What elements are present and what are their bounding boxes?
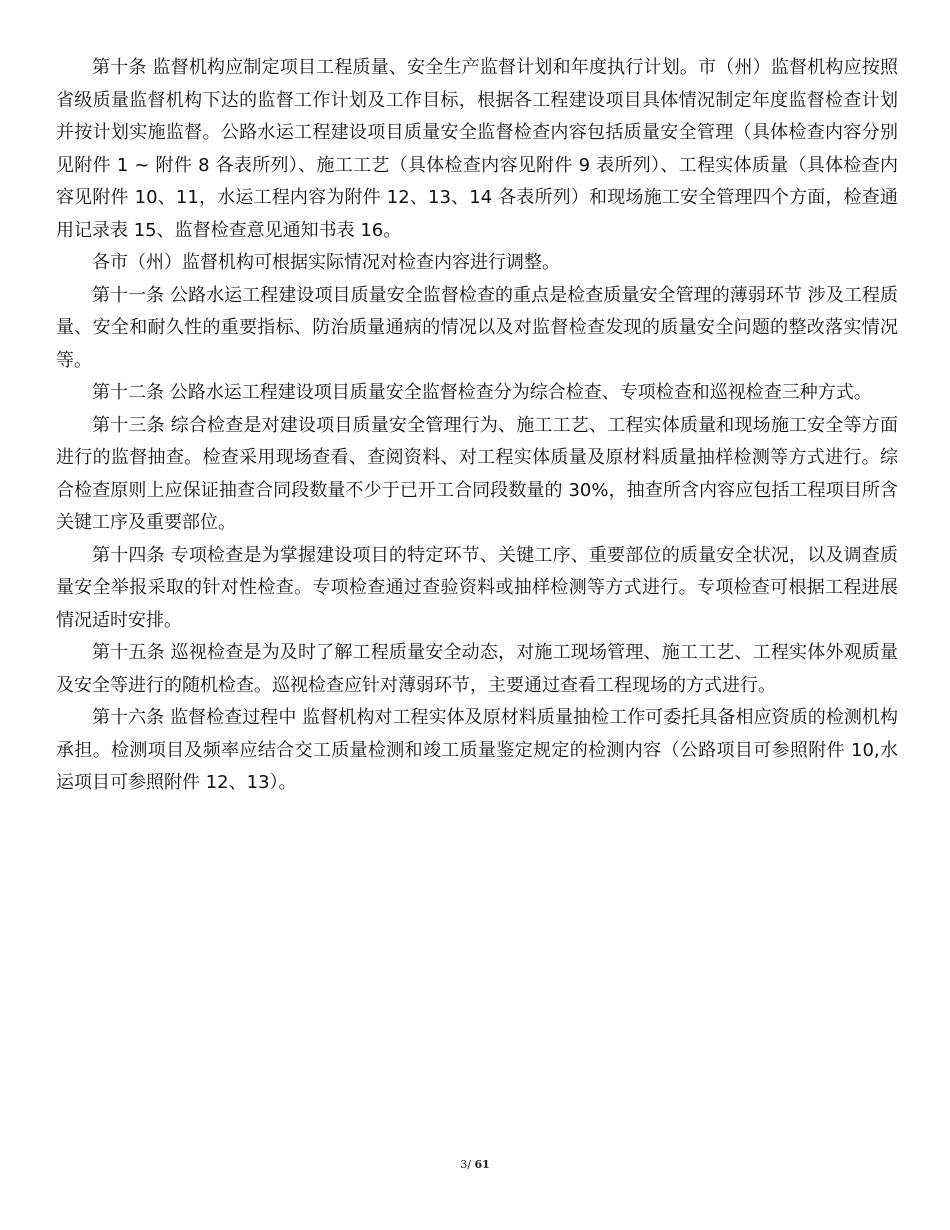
- page-number: [0, 1158, 950, 1171]
- page-number-total: 61: [474, 1158, 490, 1171]
- page-number-current: 3/: [460, 1158, 471, 1171]
- paragraph-article-16: 第十六条 监督检查过程中 监督机构对工程实体及原材料质量抽检工作可委托具备相应资质的检测机构承担。检测项目及频率应结合交工质量检测和竣工质量鉴定规定的检测内容（公路项目可参照附件 10,水运项目可参照附件 12、13）。: [56, 707, 898, 793]
- paragraph-note: 各市（州）监督机构可根据实际情况对检查内容进行调整。: [92, 252, 560, 273]
- paragraph-article-13: 第十三条 综合检查是对建设项目质量安全管理行为、施工工艺、工程实体质量和现场施工安全等方面进行的监督抽查。检查采用现场查看、查阅资料、对工程实体质量及原材料质量抽样检测等方式进行。综合检查原则上应保证抽查合同段数量不少于已开工合同段数量的 30%，抽查所含内容应包括工程项目所含关键工序及重要部位。: [56, 414, 898, 533]
- paragraph-article-12: 第十二条 公路水运工程建设项目质量安全监督检查分为综合检查、专项检查和巡视检查三种方式。: [92, 382, 872, 403]
- paragraph-article-15: 第十五条 巡视检查是为及时了解工程质量安全动态，对施工现场管理、施工工艺、工程实体外观质量及安全等进行的随机检查。巡视检查应针对薄弱环节，主要通过查看工程现场的方式进行。: [56, 642, 898, 696]
- paragraph-article-11: 第十一条 公路水运工程建设项目质量安全监督检查的重点是检查质量安全管理的薄弱环节 涉及工程质量、安全和耐久性的重要指标、防治质量通病的情况以及对监督检查发现的质量安全问题的整改落实情况等。: [56, 284, 898, 371]
- paragraph-article-10: 第十条 监督机构应制定项目工程质量、安全生产监督计划和年度执行计划。市（州）监督机构应按照省级质量监督机构下达的监督工作计划及工作目标，根据各工程建设项目具体情况制定年度监督检查计划并按计划实施监督。公路水运工程建设项目质量安全监督检查内容包括质量安全管理（具体检查内容分别见附件 1 ~ 附件 8 各表所列）、施工工艺（具体检查内容见附件 9 表所列）、工程实体质量（具体检查内容见附件 10、11，水运工程内容为附件 12、13、14 各表所列）和现场施工安全管理四个方面，检查通用记录表 15、监督检查意见通知书表 16。: [56, 57, 898, 241]
- document-body: [56, 52, 898, 800]
- paragraph-article-14: 第十四条 专项检查是为掌握建设项目的特定环节、关键工序、重要部位的质量安全状况，以及调查质量安全举报采取的针对性检查。专项检查通过查验资料或抽样检测等方式进行。专项检查可根据工程进展情况适时安排。: [56, 544, 898, 631]
